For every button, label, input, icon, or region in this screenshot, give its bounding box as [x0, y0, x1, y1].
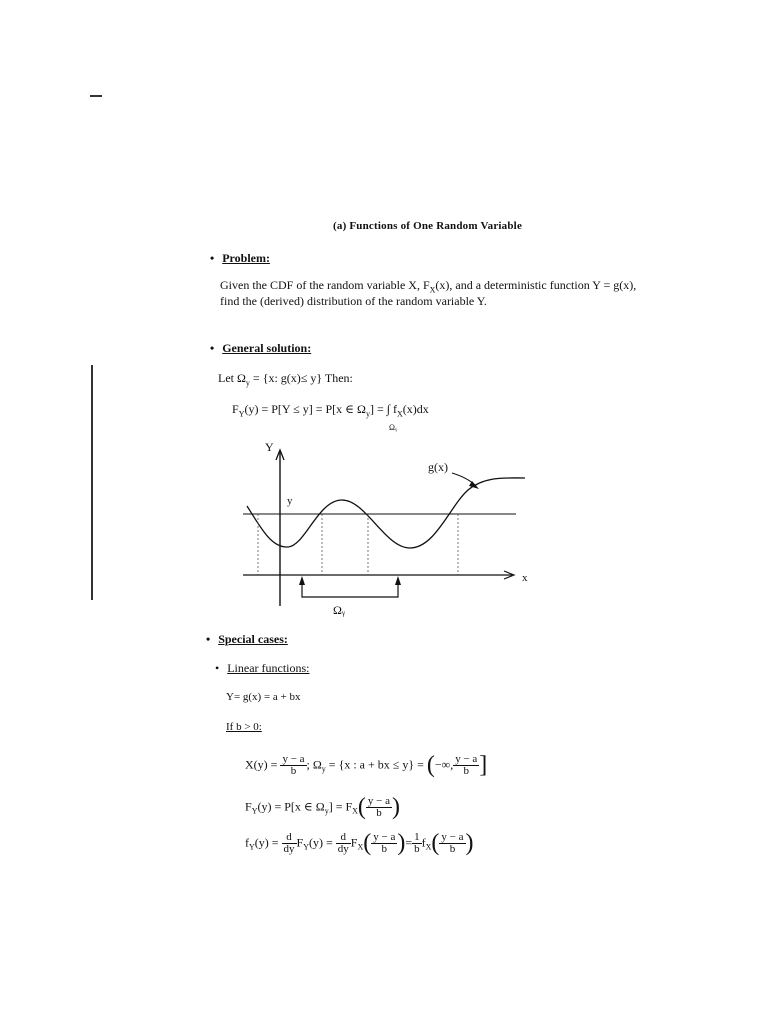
problem-text-1b: (x), and a deterministic function Y = g(x),	[435, 278, 637, 292]
eq3-close-paren-2: )	[465, 830, 474, 856]
eq2-prob: (y) = P[x ∈ Ω	[257, 799, 325, 814]
eq1-fraction-den: b	[290, 765, 297, 777]
scan-mark-top	[90, 95, 102, 97]
g-of-x-curve	[247, 478, 525, 548]
eq3-d-num-1: d	[282, 832, 297, 844]
omega-definition	[218, 371, 353, 387]
eq1-interval-den: b	[463, 765, 469, 777]
eq3-pdf-x: f	[421, 835, 426, 850]
omega-bracket-arrow-right	[395, 576, 401, 585]
omega-bracket-arrow-left	[299, 576, 305, 585]
eq3-open-paren-2: (	[431, 830, 440, 856]
omega-region-label: Ωᵧ	[333, 603, 346, 617]
omega-bracket	[302, 580, 398, 597]
eq3-close-paren-1: )	[397, 830, 406, 856]
eq2-lhs: F	[245, 799, 252, 814]
cdf-eq-body: (y) = P[Y ≤ y] = P[x ∈ Ω	[244, 402, 366, 416]
eq3-fraction-2	[439, 832, 465, 855]
g-of-x-pointer-head	[469, 481, 479, 489]
eq3-one: 1	[414, 831, 420, 843]
eq2-open-paren: (	[357, 794, 366, 820]
eq2-fraction-den: b	[376, 807, 382, 819]
eq1-close-bracket: ]	[479, 752, 488, 778]
eq1-interval-num: y − a	[455, 753, 478, 765]
cdf-eq-body-sub: y	[365, 409, 370, 419]
level-y-label: y	[287, 495, 293, 507]
omega-def-b: = {x: g(x)≤ y} Then:	[249, 371, 353, 385]
problem-text-1a: Given the CDF of the random variable X, F	[220, 278, 430, 292]
linear-functions-heading-row	[215, 661, 310, 676]
eq1-fraction-num: y − a	[282, 753, 305, 765]
eq3-d-num-2: d	[336, 832, 351, 844]
problem-text-line-2: find the (derived) distribution of the random variable Y.	[220, 294, 487, 308]
cdf-eq-lhs-sub: Y	[238, 409, 245, 419]
eq3-lhs-sub: Y	[249, 842, 255, 852]
eq3-lhs: f	[245, 835, 249, 850]
cdf-equation	[232, 402, 429, 418]
cdf-eq-end: (x)dx	[402, 402, 429, 416]
g-of-x-pointer	[452, 473, 476, 486]
eq2-fx: ] = F	[328, 799, 353, 814]
eq2-fraction-num: y − a	[367, 795, 391, 807]
eq1-open-paren: (	[426, 752, 435, 778]
problem-text-line-1	[220, 278, 636, 294]
special-cases-heading-row	[206, 632, 288, 647]
x-axis-label: x	[522, 572, 528, 584]
positive-b-condition: If b > 0:	[226, 721, 262, 733]
linear-equation: Y= g(x) = a + bx	[226, 691, 301, 703]
integral-lower-limit: Ωᵧ	[389, 423, 398, 432]
general-solution-heading-row	[210, 341, 311, 356]
eq3-one-over-b	[412, 832, 422, 855]
omega-def-a: Let Ω	[218, 371, 246, 385]
special-cases-heading: Special cases:	[218, 632, 288, 646]
problem-heading-row	[210, 251, 270, 266]
general-solution-heading: General solution:	[222, 341, 312, 355]
eq1-omega: ; Ω	[306, 757, 322, 772]
eq3-open-paren-1: (	[363, 830, 372, 856]
eq3-dy-den-1: dy	[283, 843, 295, 855]
cdf-y-equation	[245, 794, 400, 821]
g-of-x-label: g(x)	[428, 460, 448, 474]
y-axis-arrow	[276, 450, 284, 460]
eq3-fy-sub: Y	[303, 842, 310, 852]
eq3-fy: F	[296, 835, 304, 850]
eq3-fx: F	[350, 835, 358, 850]
problem-text-sub: X	[429, 285, 436, 295]
eq1-interval-fraction	[453, 754, 479, 777]
eq1-set: = {x : a + bx ≤ y} =	[325, 757, 424, 772]
eq2-fx-sub: X	[352, 806, 358, 816]
eq3-fraction-1-num: y − a	[373, 831, 396, 843]
linear-functions-heading: Linear functions:	[227, 661, 310, 675]
cdf-eq-integral: ] = ∫ f	[369, 402, 397, 416]
eq1-lhs: X(y) =	[245, 757, 278, 772]
eq3-fy-arg: (y) =	[309, 835, 333, 850]
eq3-dy-den-2: dy	[337, 843, 349, 855]
y-axis-label: Y	[265, 440, 274, 454]
eq3-fx-sub: X	[357, 842, 364, 852]
eq3-fraction-1-den: b	[381, 843, 388, 855]
eq3-fraction-2-num: y − a	[441, 831, 464, 843]
eq3-derivative-2	[336, 832, 351, 855]
eq2-prob-sub: y	[324, 806, 329, 816]
eq3-fraction-1	[371, 832, 397, 855]
cdf-eq-lhs: F	[232, 402, 239, 416]
eq2-fraction	[366, 796, 392, 819]
cdf-eq-f-sub: X	[397, 409, 403, 419]
omega-def-sub: y	[245, 378, 250, 388]
eq1-fraction	[280, 754, 306, 777]
eq3-equals: =	[405, 835, 413, 850]
scan-mark-vertical-line	[91, 365, 93, 600]
eq3-b: b	[414, 843, 420, 855]
eq3-pdf-x-sub: X	[425, 842, 432, 852]
eq3-derivative-1	[282, 832, 297, 855]
eq3-fraction-2-den: b	[449, 843, 456, 855]
section-title: (a) Functions of One Random Variable	[333, 220, 523, 232]
x-axis-arrow	[504, 571, 514, 579]
eq1-interval-left: −∞,	[434, 757, 454, 772]
inverse-and-omega-equation	[245, 752, 487, 779]
eq2-lhs-sub: Y	[251, 806, 258, 816]
pdf-y-equation	[245, 830, 474, 857]
eq2-close-paren: )	[392, 794, 401, 820]
eq3-arg: (y) =	[254, 835, 279, 850]
problem-heading: Problem:	[222, 251, 270, 265]
eq1-omega-sub: y	[321, 764, 326, 774]
